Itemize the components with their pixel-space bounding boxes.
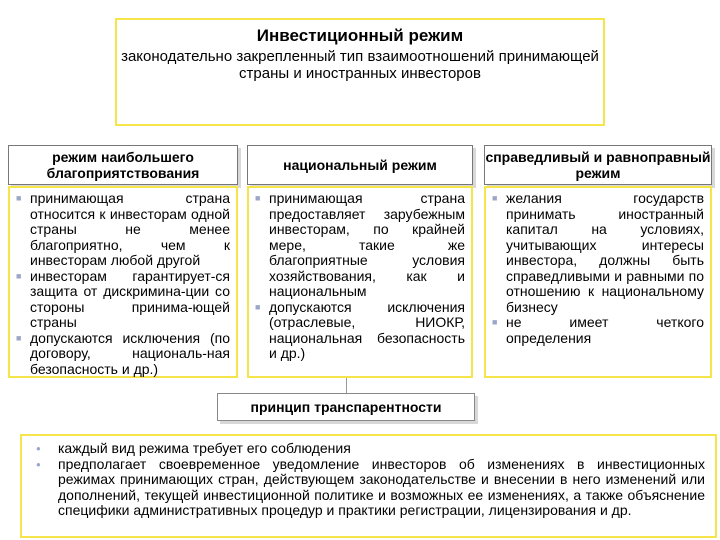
- header-national-regime: национальный режим: [247, 145, 473, 185]
- list-item: ● каждый вид режима требует его соблюдения: [32, 441, 705, 457]
- list-item: ■ не имеет четкого определения: [492, 315, 704, 346]
- title-box: [115, 18, 605, 126]
- column-mfn-regime: [8, 186, 238, 378]
- definition-text: законодательно закрепленный тип взаимоотношений принимающей страны и иностранных инвесторов: [121, 48, 599, 82]
- header-fair-regime: справедливый и равноправный режим: [484, 145, 712, 185]
- list-item: ■ допускаются исключения (отраслевые, НИОКР, национальная безопасность и др.): [255, 300, 465, 362]
- list-item: ● предполагает своевременное уведомление инвесторов об изменениях в инвестиционных режимах принимающих стран, действующем законодательстве и внесении в него изменений или дополнений, текущей инвестиционной политике и возможных ее изменениях, а также объяснение специфики административных процедур и практики регистрации, лицензирования и др.: [32, 457, 705, 519]
- list-item: ■ принимающая страна относится к инвесторам одной страны не менее благоприятно, чем к инвесторам любой другой: [16, 191, 230, 269]
- transparency-principle-label: принцип транспарентности: [217, 393, 475, 421]
- list-item: ■ допускаются исключения (по договору, националь-ная безопасность и др.): [16, 331, 230, 378]
- header-mfn-regime: режим наибольшего благоприятствования: [8, 145, 238, 185]
- list-item: ■ инвесторам гарантирует-ся защита от дискримина-ции со стороны принима-ющей страны: [16, 269, 230, 331]
- connector-line: [346, 378, 347, 393]
- transparency-details-box: [20, 434, 717, 538]
- diagram-title: Инвестиционный режим: [256, 26, 464, 45]
- list-item: ■ принимающая страна предоставляет зарубежным инвесторам, по крайней мере, такие же благоприятные условия хозяйствования, как и национальным: [255, 191, 465, 300]
- column-national-regime: [247, 186, 473, 378]
- list-item: ■ желания государств принимать иностранный капитал на условиях, учитывающих интересы инвестора, должны быть справедливыми и равными по отношению к национальному бизнесу: [492, 191, 704, 315]
- column-fair-regime: [484, 186, 712, 378]
